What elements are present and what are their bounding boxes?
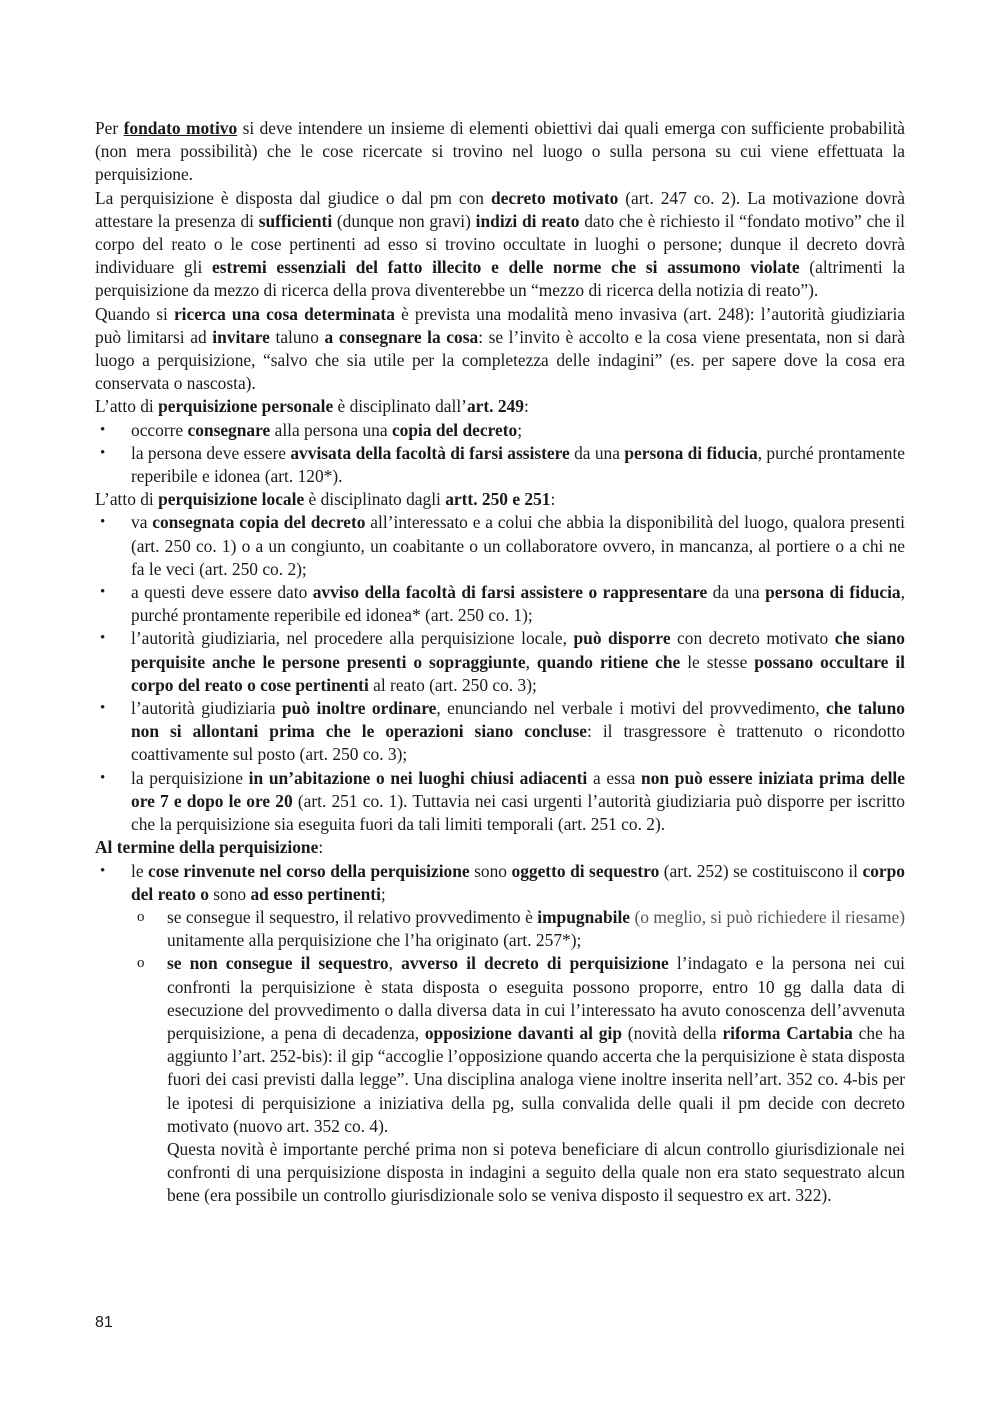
text-run: che ha aggiunto l’art. 252-bis): il gip “accoglie l’opposizione quando accerta che la perquisizione è stata disposta fuori dei casi previsti dalla legge”. Una disciplina analoga viene inoltre inserita nell’art. 352 co. 4-bis per le ipotesi di perquisizione a iniziativa della pg, sulla convalida delle quali il pm decide con decreto motivato (nuovo art. 352 co. 4). [167,1022,906,1136]
list-item [95,442,905,488]
list-item [95,581,905,627]
bold-text: consegnare [187,419,271,440]
bold-text: avviso della facoltà di farsi assistere o rappresentare [312,582,708,603]
bold-text: cose rinvenute nel corso della perquisizione [148,860,470,881]
paragraph [95,395,905,418]
list-item [131,906,905,952]
bold-text: sufficienti [258,210,333,231]
bullet-list [95,860,905,906]
document-body [95,117,905,1208]
bold-text: che taluno non si allontani prima che le operazioni siano concluse [131,698,905,742]
bold-text: consegnata copia del decreto [152,512,366,533]
text-run: Per [95,118,124,138]
text-run: (altrimenti la perquisizione da mezzo di ricerca della prova diventerebbe un “mezzo di ricerca della notizia di reato”). [95,257,905,301]
paragraph [95,117,905,187]
paragraph [95,187,905,303]
text-run: : se l’invito è accolto e la cosa viene presentata, non si darà luogo a perquisizione, “salvo che sia utile per la completezza delle indagini” (es. per sapere dove la cosa era conservata o nascosta). [95,326,906,394]
text-run: taluno [269,326,325,347]
text-run: (art. 251 co. 1). Tuttavia nei casi urgenti l’autorità giudiziaria può disporre per iscritto che la perquisizione sia eseguita fuori da tali limiti temporali (art. 251 co. 2). [131,790,905,835]
bold-text: ricerca una cosa determinata [173,303,395,324]
text-run: , purché prontamente reperibile e idonea (art. 120*). [131,442,905,487]
list-item [95,627,905,697]
list-item [95,419,905,442]
bold-text: può inoltre ordinare [282,698,437,719]
bold-text: a consegnare la cosa [324,326,479,347]
bold-text: Al termine della perquisizione [95,837,319,858]
bold-text: possano occultare il corpo del reato o cose pertinenti [131,651,905,695]
text-run: unitamente alla perquisizione che l’ha originato (art. 257*); [167,930,582,951]
bold-text: riforma Cartabia [722,1022,853,1043]
bold-text: fondato motivo [123,118,238,138]
text-run: Quando si [95,303,174,324]
text-run: , enunciando nel verbale i motivi del provvedimento, [436,698,827,719]
bold-text: avverso il decreto di perquisizione [401,953,669,974]
bold-text: impugnabile [537,906,631,927]
text-run: a questi deve essere dato [131,582,313,603]
text-run: (art. 247 co. 2). La motivazione dovrà attestare la presenza di [95,187,906,231]
text-run: , [525,651,537,672]
bold-text: persona di fiducia [765,582,901,603]
bold-text: non può essere iniziata prima delle ore 7 e dopo le ore 20 [131,767,905,811]
text-run: (art. 252) se costituiscono il [659,860,863,881]
text-run: la perquisizione [131,767,249,788]
note-text: (o meglio, si può richiedere il riesame) [630,906,905,927]
text-run: dato che è richiesto il “fondato motivo” che il corpo del reato o le cose pertinenti ad esso si trovino occultate in luoghi o persone; dunque il decreto dovrà individuare gli [95,210,905,278]
bold-text: art. 249 [466,396,524,417]
bold-text: estremi essenziali del fatto illecito e delle norme che si assumono violate [212,257,800,278]
text-run: l’indagato e la persona nei cui confronti la perquisizione è stata disposta o eseguita possono proporre, entro 10 gg dalla data di esecuzione del provvedimento o dalla diversa data in cui l’interessato ha avuto conoscenza dell’avvenuta perquisizione, a pena di decadenza, [167,953,905,1043]
text-run: le [131,860,149,881]
bold-text: perquisizione locale [158,489,305,510]
list-item [95,697,905,767]
text-run: : il trasgressore è trattenuto o ricondotto coattivamente sul posto (art. 250 co. 3); [131,721,905,765]
text-run: , purché prontamente reperibile ed idonea* (art. 250 co. 1); [131,582,905,626]
bold-text: perquisizione personale [158,396,334,417]
text-run: ; [380,883,386,904]
bullet-list [95,419,905,489]
text-run: da una [707,582,766,603]
list-item [131,952,905,1207]
bold-text: decreto motivato [490,187,619,208]
text-run: la persona deve essere [131,442,291,463]
bold-text: opposizione davanti al gip [424,1022,622,1043]
text-run: alla persona una [270,419,392,440]
list-item [95,767,905,837]
text-run: Questa novità è importante perché prima non si poteva beneficiare di alcun controllo giurisdizionale nei confronti di una perquisizione disposta in indagini a seguito della quale non era stato sequestrato alcun bene (era possibile un controllo giurisdizionale solo se veniva disposto il sequestro ex art. 322). [167,1138,905,1206]
bold-text: oggetto di sequestro [511,860,660,881]
sub-bullet-list [131,906,905,1208]
bold-text: può disporre [573,628,671,649]
bold-text: indizi di reato [475,210,580,231]
list-item [95,860,905,906]
text-run: è disciplinato dall’ [333,396,467,417]
text-run: sono [469,860,512,881]
text-run: sono [208,883,251,904]
text-run: al reato (art. 250 co. 3); [368,674,537,695]
bold-text: che siano perquisite anche le persone presenti o sopraggiunte [131,628,906,672]
text-run: all’interessato e a colui che abbia la disponibilità del luogo, qualora presenti (art. 250 co. 1) o a un congiunto, un coabitante o un collaboratore ovvero, in mancanza, al portiere o a chi ne fa le veci (art. 250 co. 2); [131,512,905,579]
list-item-continuation [167,1138,905,1208]
text-run: va [131,512,153,533]
bold-text: corpo del reato o [131,860,906,904]
text-run: se consegue il sequestro, il relativo provvedimento è [167,906,538,927]
text-run: è disciplinato dagli [304,489,446,510]
bold-text: invitare [212,326,270,347]
text-run: (dunque non gravi) [332,210,476,231]
text-run: (novità della [622,1022,723,1043]
text-run: : [523,396,529,417]
bold-text: copia del decreto [391,419,518,440]
bold-text: persona di fiducia [624,442,758,463]
text-run: La perquisizione è disposta dal giudice o dal pm con [95,187,491,208]
text-run: L’atto di [95,396,159,417]
text-run: si deve intendere un insieme di elementi obiettivi dai quali emerga con sufficiente probabilità (non mera possibilità) che le cose ricercate si trovino nel luogo o sulla persona su cui viene effettuata la perquisizione. [95,118,905,185]
text-run: l’autorità giudiziaria, nel procedere alla perquisizione locale, [131,628,574,649]
list-item [95,511,905,581]
text-run: l’autorità giudiziaria [131,698,283,719]
page-number: 81 [95,1314,113,1331]
text-run: da una [569,442,625,463]
text-run: ; [517,419,523,440]
text-run: L’atto di [95,489,159,510]
paragraph [95,836,905,859]
text-run: le stesse [680,651,755,672]
bold-text: se non consegue il sequestro [167,953,389,974]
paragraph [95,488,905,511]
text-run: a essa [587,767,642,788]
bold-text: artt. 250 e 251 [445,489,551,510]
text-run: , [388,953,402,974]
paragraph [95,303,905,396]
text-run: con decreto motivato [670,628,835,649]
bold-text: ad esso pertinenti [250,883,381,904]
text-run: : [318,837,324,858]
bold-text: quando ritiene che [536,651,681,672]
text-run: è prevista una modalità meno invasiva (art. 248): l’autorità giudiziaria può limitarsi ad [95,303,905,347]
text-run: occorre [131,419,188,440]
bullet-list [95,511,905,836]
text-run: : [550,489,556,510]
bold-text: avvisata della facoltà di farsi assistere [290,442,570,463]
bold-text: in un’abitazione o nei luoghi chiusi adiacenti [248,767,588,788]
